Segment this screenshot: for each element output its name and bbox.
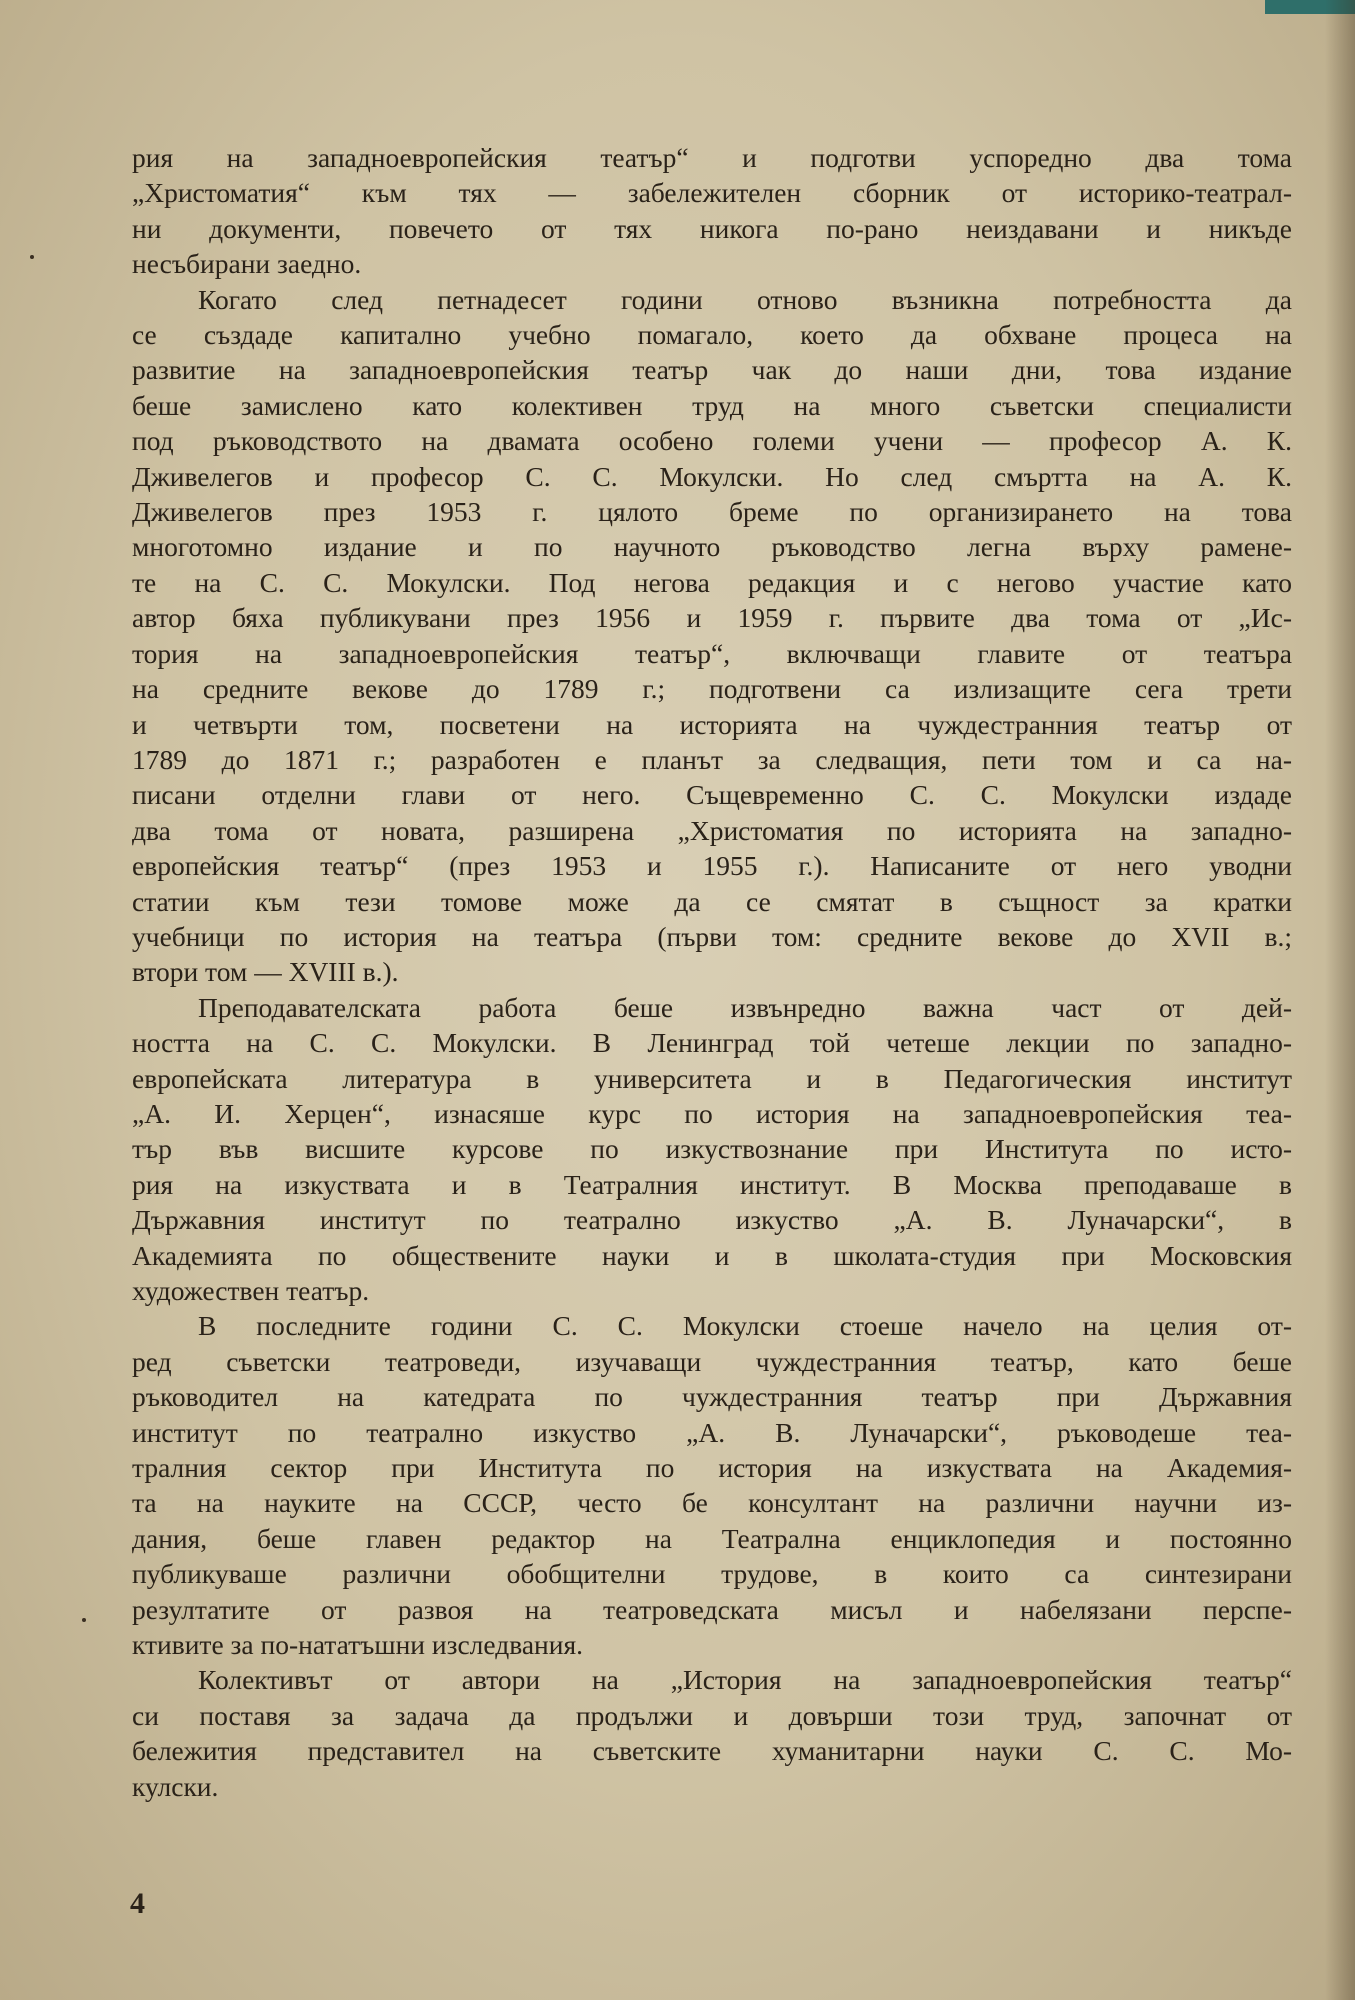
paragraph — [132, 140, 1292, 282]
text-line: Преподавателската работа беше извънредно важна част от дей- — [198, 991, 1292, 1023]
text-line: ността на С. С. Мокулски. В Ленинград той четеше лекции по западно- — [132, 1027, 1292, 1059]
page-gutter-shadow — [1325, 0, 1355, 2000]
text-line: под ръководството на двамата особено големи учени — професор А. К. — [132, 425, 1292, 457]
text-line: автор бяха публикувани през 1956 и 1959 г. първите два тома от „Ис- — [132, 602, 1292, 634]
text-line: 1789 до 1871 г.; разработен е планът за следващия, пети том и са на- — [132, 743, 1292, 775]
text-line: Академията по обществените науки и в школата-студия при Московския — [132, 1239, 1292, 1271]
text-line: Колективът от автори на „История на западноевропейския театър“ — [198, 1664, 1292, 1696]
paragraph — [132, 282, 1292, 990]
text-line: Дживелегов през 1953 г. цялото бреме по организирането на това — [132, 496, 1292, 528]
text-line: ктивите за по-нататъшни изследвания. — [132, 1629, 584, 1661]
text-line: тър във висшите курсове по изкуствознание при Института по исто- — [132, 1133, 1292, 1165]
text-line: беше замислено като колективен труд на много съветски специалисти — [132, 389, 1292, 421]
body-text — [132, 140, 1292, 1804]
text-line: те на С. С. Мокулски. Под негова редакция и с негово участие като — [132, 566, 1292, 598]
text-line: тория на западноевропейския театър“, включващи главите от театъра — [132, 637, 1292, 669]
text-line: Когато след петнадесет години отново възникна потребността да — [198, 283, 1292, 315]
text-line: дания, беше главен редактор на Театрална енциклопедия и постоянно — [132, 1522, 1292, 1554]
text-line: втори том — XVIII в.). — [132, 956, 399, 988]
text-line: бележития представител на съветските хуманитарни науки С. С. Мо- — [132, 1735, 1292, 1767]
text-line: два тома от новата, разширена „Христоматия по историята на западно- — [132, 814, 1292, 846]
text-line: се създаде капитално учебно помагало, което да обхване процеса на — [132, 319, 1292, 351]
text-line: европейската литература в университета и в Педагогическия институт — [132, 1062, 1292, 1094]
text-line: статии към тези томове може да се смятат в същност за кратки — [132, 885, 1292, 917]
text-line: многотомно издание и по научното ръководство легна върху рамене- — [132, 531, 1292, 563]
text-line: „Христоматия“ към тях — забележителен сборник от историко-театрал- — [132, 177, 1292, 209]
paper-speck — [30, 255, 34, 259]
text-line: ръководител на катедрата по чуждестранния театър при Държавния — [132, 1381, 1292, 1413]
text-line: публикуваше различни обобщителни трудове, в които са синтезирани — [132, 1558, 1292, 1590]
text-line: тралния сектор при Института по история на изкуствата на Академия- — [132, 1452, 1292, 1484]
text-line: кулски. — [132, 1770, 219, 1802]
paragraph — [132, 1308, 1292, 1662]
text-line: и четвърти том, посветени на историята на чуждестранния театър от — [132, 708, 1292, 740]
text-line: ред съветски театроведи, изучаващи чуждестранния театър, като беше — [132, 1345, 1292, 1377]
text-line: ни документи, повечето от тях никога по-рано неиздавани и никъде — [132, 212, 1292, 244]
text-line: резултатите от развоя на театроведската мисъл и набелязани перспе- — [132, 1593, 1292, 1625]
text-line: Дживелегов и професор С. С. Мокулски. Но след смъртта на А. К. — [132, 460, 1292, 492]
text-line: институт по театрално изкуство „А. В. Луначарски“, ръководеше теа- — [132, 1416, 1292, 1448]
paper-speck — [82, 1618, 86, 1622]
text-line: учебници по история на театъра (първи том: средните векове до XVII в.; — [132, 920, 1292, 952]
text-line: си поставя за задача да продължи и довърши този труд, започнат от — [132, 1699, 1292, 1731]
text-line: „А. И. Херцен“, изнасяше курс по история на западноевропейския теа- — [132, 1097, 1292, 1129]
text-line: развитие на западноевропейския театър чак до наши дни, това издание — [132, 354, 1292, 386]
paragraph — [132, 1662, 1292, 1804]
paragraph — [132, 990, 1292, 1309]
text-line: рия на западноевропейския театър“ и подготви успоредно два тома — [132, 142, 1292, 173]
text-line: та на науките на СССР, често бе консултант на различни научни из- — [132, 1487, 1292, 1519]
text-line: писани отделни глави от него. Същевременно С. С. Мокулски издаде — [132, 779, 1292, 811]
text-line: несъбирани заедно. — [132, 248, 362, 280]
text-line: В последните години С. С. Мокулски стоеше начело на целия от- — [198, 1310, 1292, 1342]
text-line: европейския театър“ (през 1953 и 1955 г.). Написаните от него уводни — [132, 850, 1292, 882]
text-line: художествен театър. — [132, 1275, 370, 1306]
text-line: на средните векове до 1789 г.; подготвени са излизащите сега трети — [132, 673, 1292, 705]
text-line: рия на изкуствата и в Театралния институт. В Москва преподаваше в — [132, 1168, 1292, 1200]
page-number: 4 — [130, 1887, 145, 1920]
text-line: Държавния институт по театрално изкуство „А. В. Луначарски“, в — [132, 1204, 1292, 1236]
